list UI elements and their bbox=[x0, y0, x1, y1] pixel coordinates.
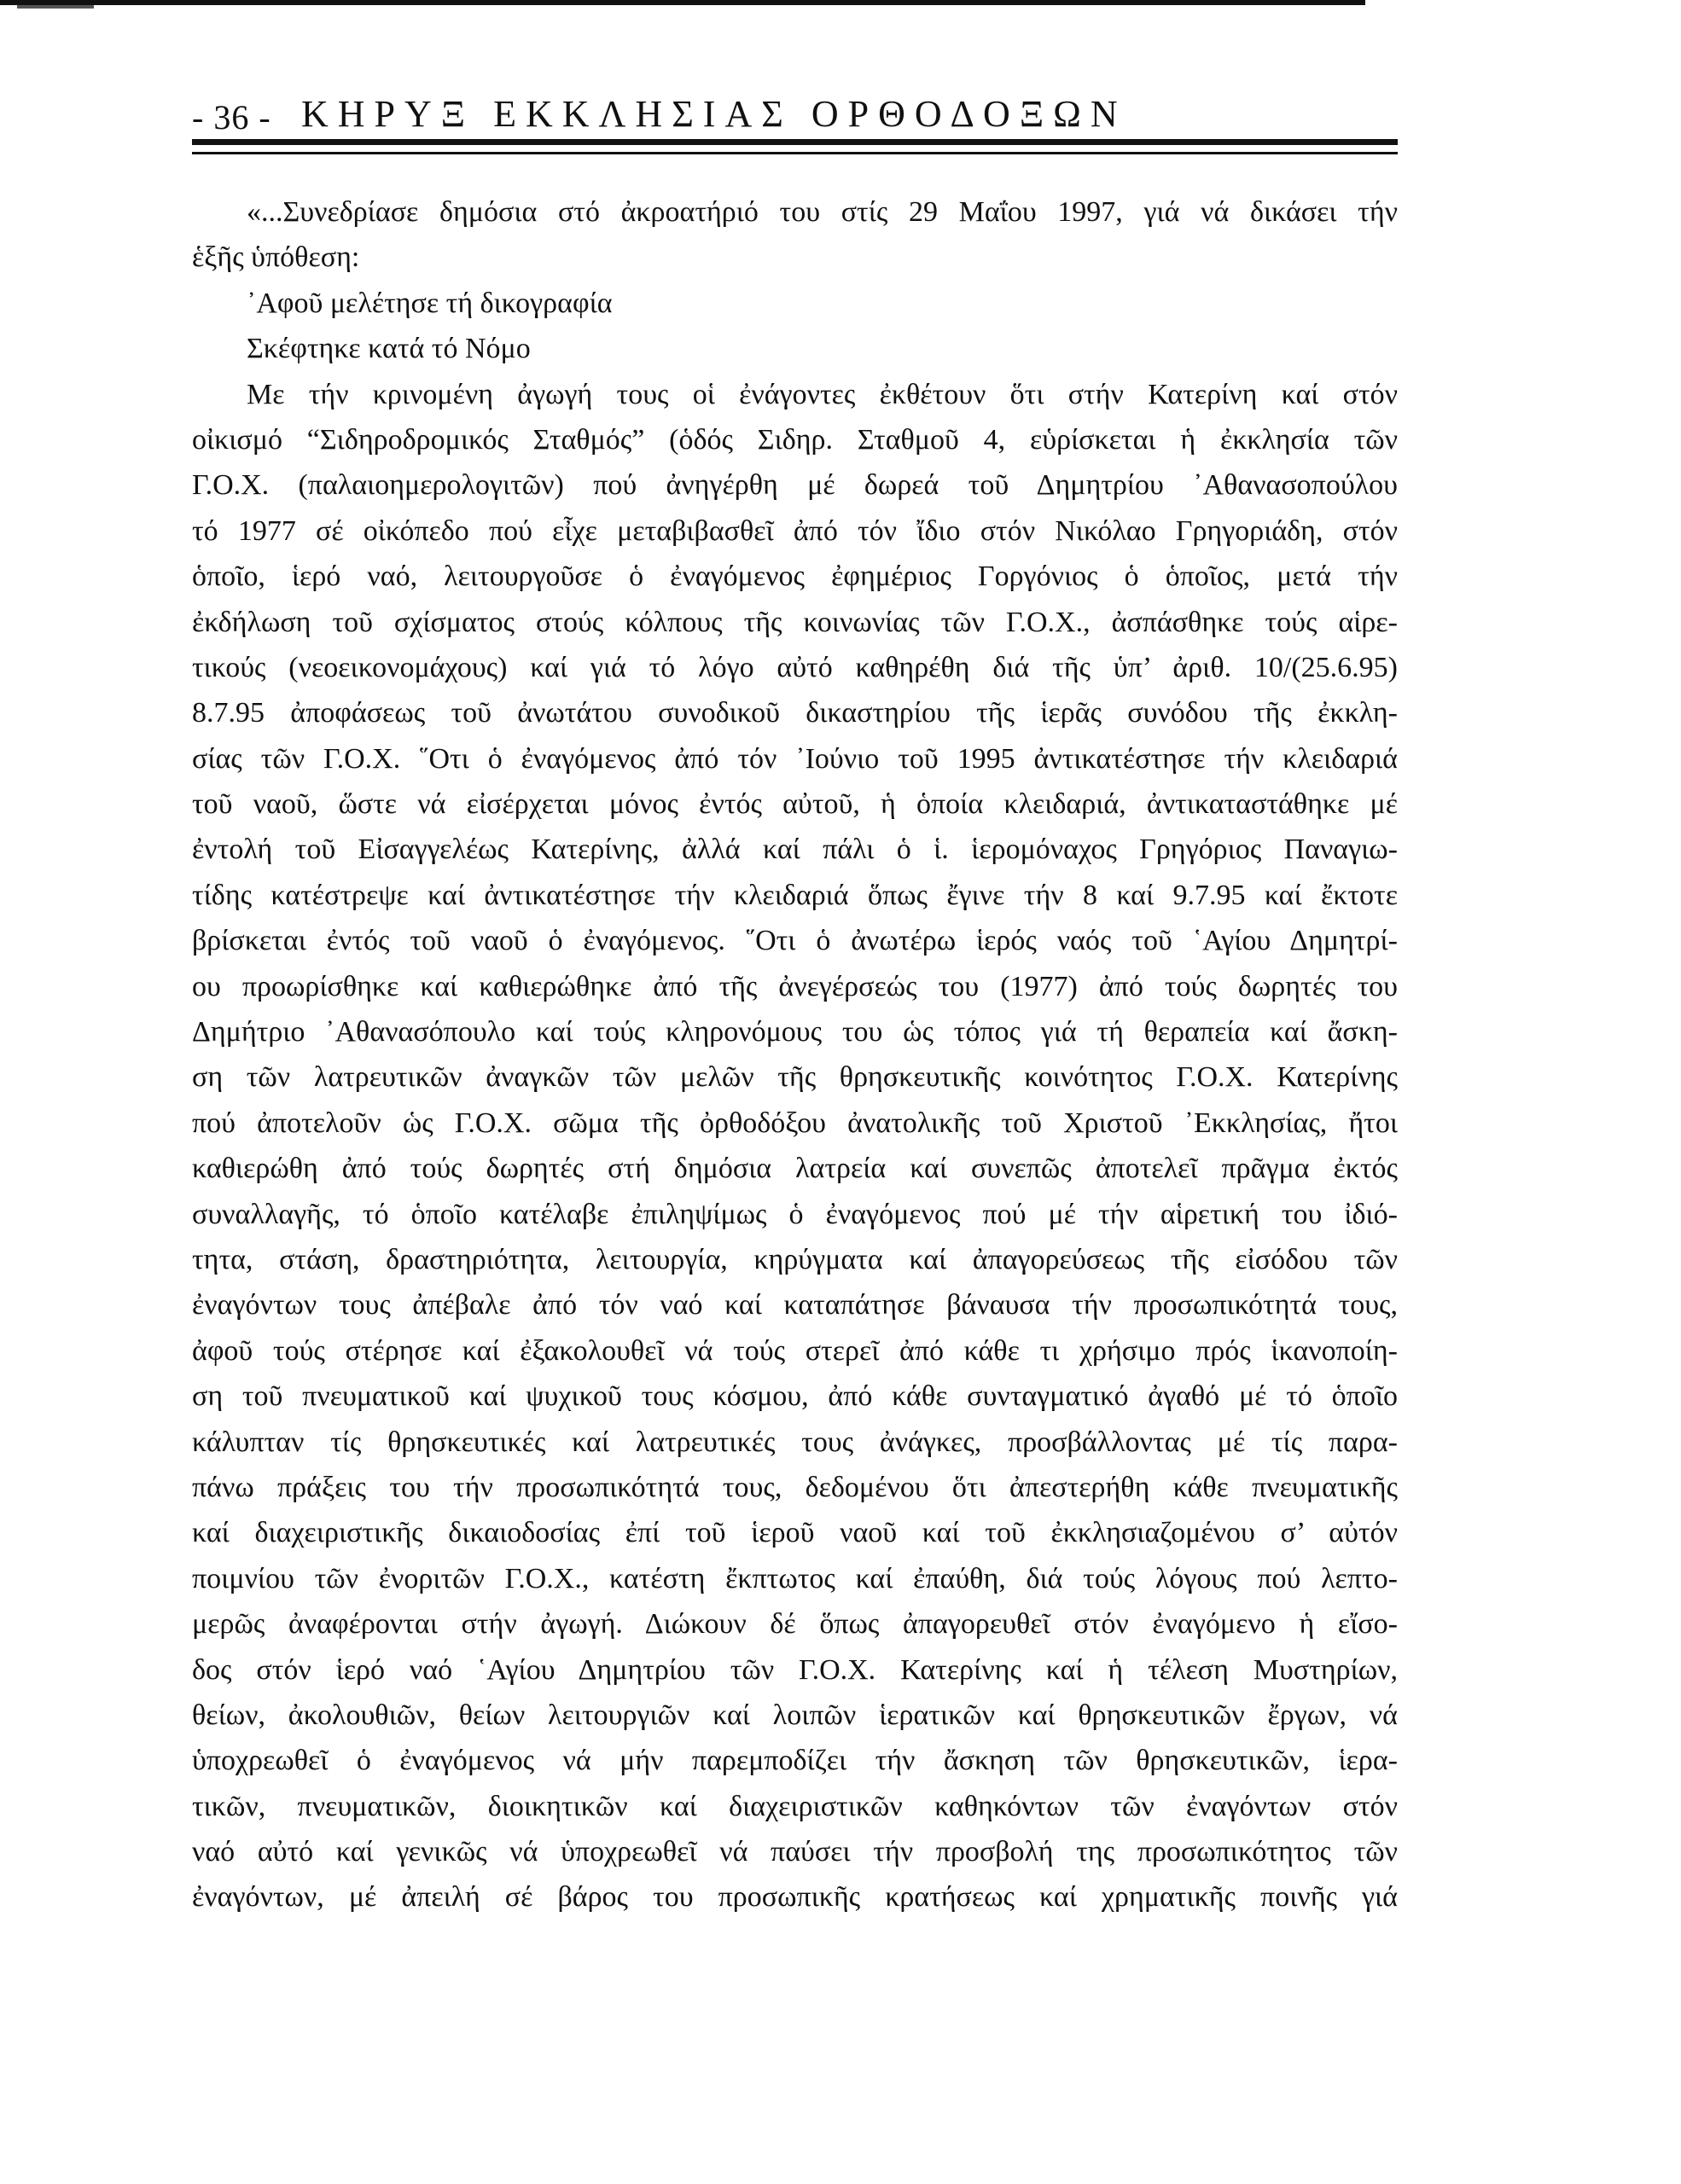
text-line: οἰκισμό “Σιδηροδρομικός Σταθμός” (ὁδός Σιδηρ. Σταθμοῦ 4, εὑρίσκεται ἡ ἐκκλησία τῶν bbox=[192, 423, 1398, 456]
text-line: τό 1977 σέ οἰκόπεδο πού εἶχε μεταβιβασθεῖ ἀπό τόν ἴδιο στόν Νικόλαο Γρηγοριάδη, στόν bbox=[192, 514, 1398, 547]
text-line: πού ἀποτελοῦν ὡς Γ.Ο.Χ. σῶμα τῆς ὀρθοδόξου ἀνατολικῆς τοῦ Χριστοῦ ᾿Εκκλησίας, ἤτοι bbox=[192, 1107, 1398, 1139]
text-line: Με τήν κρινομένη ἀγωγή τους οἱ ἐνάγοντες ἐκθέτουν ὅτι στήν Κατερίνη καί στόν bbox=[247, 378, 1398, 410]
running-title: ΚΗΡΥΞ ΕΚΚΛΗΣΙΑΣ ΟΡΘΟΔΟΞΩΝ bbox=[301, 93, 1127, 135]
text-line: ὁποῖο, ἱερό ναό, λειτουργοῦσε ὁ ἐναγόμενος ἐφημέριος Γοργόνιος ὁ ὁποῖος, μετά τήν bbox=[192, 561, 1398, 593]
text-line: ἀφοῦ τούς στέρησε καί ἐξακολουθεῖ νά τούς στερεῖ ἀπό κάθε τι χρήσιμο πρός ἱκανοποίη- bbox=[192, 1334, 1398, 1367]
text-line: ἐντολή τοῦ Εἰσαγγελέως Κατερίνης, ἀλλά καί πάλι ὁ ἱ. ἱερομόναχος Γρηγόριος Παναγιω- bbox=[192, 834, 1398, 866]
text-line: σίας τῶν Γ.Ο.Χ. ῞Οτι ὁ ἐναγόμενος ἀπό τόν ᾿Ιούνιο τοῦ 1995 ἀντικατέστησε τήν κλειδαριά bbox=[192, 742, 1398, 775]
text-line: ᾿Αφοῦ μελέτησε τή δικογραφία bbox=[247, 287, 613, 319]
header-rule-thin bbox=[192, 152, 1398, 154]
text-line: δος στόν ἱερό ναό ῾Αγίου Δημητρίου τῶν Γ.Ο.Χ. Κατερίνης καί ἡ τέλεση Μυστηρίων, bbox=[192, 1653, 1398, 1686]
text-line: τοῦ ναοῦ, ὥστε νά εἰσέρχεται μόνος ἐντός αὐτοῦ, ἡ ὁποία κλειδαριά, ἀντικαταστάθηκε μέ bbox=[192, 788, 1398, 821]
text-line: ἐναγόντων, μέ ἀπειλή σέ βάρος του προσωπικῆς κρατήσεως καί χρηματικῆς ποινῆς γιά bbox=[192, 1881, 1398, 1914]
text-line: τίδης κατέστρεψε καί ἀντικατέστησε τήν κλειδαριά ὅπως ἔγινε τήν 8 καί 9.7.95 καί ἔκτοτε bbox=[192, 879, 1398, 911]
page-number: - 36 - bbox=[192, 98, 271, 136]
header-rule-thick bbox=[192, 139, 1398, 145]
text-line: καθιερώθη ἀπό τούς δωρητές στή δημόσια λατρεία καί συνεπῶς ἀποτελεῖ πρᾶγμα ἐκτός bbox=[192, 1153, 1398, 1185]
text-line: ου προωρίσθηκε καί καθιερώθηκε ἀπό τῆς ἀνεγέρσεώς του (1977) ἀπό τούς δωρητές του bbox=[192, 970, 1398, 1002]
text-line: Σκέφτηκε κατά τό Νόμο bbox=[247, 333, 531, 365]
body-text bbox=[192, 189, 1398, 1920]
text-line: θείων, ἀκολουθιῶν, θείων λειτουργιῶν καί λοιπῶν ἱερατικῶν καί θρησκευτικῶν ἔργων, νά bbox=[192, 1699, 1398, 1731]
text-line: τικούς (νεοεικονομάχους) καί γιά τό λόγο αὐτό καθηρέθη διά τῆς ὑπ’ ἀριθ. 10/(25.6.95) bbox=[192, 651, 1398, 683]
text-line: τητα, στάση, δραστηριότητα, λειτουργία, κηρύγματα καί ἀπαγορεύσεως τῆς εἰσόδου τῶν bbox=[192, 1243, 1398, 1275]
text-line: συναλλαγῆς, τό ὁποῖο κατέλαβε ἐπιληψίμως ὁ ἐναγόμενος πού μέ τήν αἱρετική του ἰδιό- bbox=[192, 1198, 1398, 1230]
text-line: τικῶν, πνευματικῶν, διοικητικῶν καί διαχειριστικῶν καθηκόντων τῶν ἐναγόντων στόν bbox=[192, 1790, 1398, 1822]
text-line: ἐκδήλωση τοῦ σχίσματος στούς κόλπους τῆς κοινωνίας τῶν Γ.Ο.Χ., ἀσπάσθηκε τούς αἱρε- bbox=[192, 606, 1398, 638]
text-line: 8.7.95 ἀποφάσεως τοῦ ἀνωτάτου συνοδικοῦ δικαστηρίου τῆς ἱερᾶς συνόδου τῆς ἐκκλη- bbox=[192, 697, 1398, 729]
text-line: καί διαχειριστικῆς δικαιοδοσίας ἐπί τοῦ ἱεροῦ ναοῦ καί τοῦ ἐκκλησιαζομένου σ’ αὐτόν bbox=[192, 1517, 1398, 1549]
text-line: μερῶς ἀναφέρονται στήν ἀγωγή. Διώκουν δέ ὅπως ἀπαγορευθεῖ στόν ἐναγόμενο ἡ εἴσο- bbox=[192, 1608, 1398, 1641]
text-line: ποιμνίου τῶν ἐνοριτῶν Γ.Ο.Χ., κατέστη ἔκπτωτος καί ἐπαύθη, διά τούς λόγους πού λεπτο- bbox=[192, 1562, 1398, 1594]
text-line: ση τοῦ πνευματικοῦ καί ψυχικοῦ τους κόσμου, ἀπό κάθε συνταγματικό ἀγαθό μέ τό ὁποῖο bbox=[192, 1380, 1398, 1413]
scan-edge-artifact bbox=[17, 5, 94, 9]
text-line: ἑξῆς ὑπόθεση: bbox=[192, 241, 360, 274]
text-line: Γ.Ο.Χ. (παλαιοημερολογιτῶν) πού ἀνηγέρθη μέ δωρεά τοῦ Δημητρίου ᾿Αθανασοπούλου bbox=[192, 469, 1398, 502]
text-line: ναό αὐτό καί γενικῶς νά ὑποχρεωθεῖ νά παύσει τήν προσβολή της προσωπικότητος τῶν bbox=[192, 1836, 1398, 1868]
text-line: «...Συνεδρίασε δημόσια στό ἀκροατήριό του στίς 29 Μαΐου 1997, γιά νά δικάσει τήν bbox=[247, 196, 1398, 228]
text-line: ἐναγόντων τους ἀπέβαλε ἀπό τόν ναό καί καταπάτησε βάναυσα τήν προσωπικότητά τους, bbox=[192, 1289, 1398, 1321]
page-header bbox=[192, 92, 1387, 143]
text-line: βρίσκεται ἐντός τοῦ ναοῦ ὁ ἐναγόμενος. ῞Οτι ὁ ἀνωτέρω ἱερός ναός τοῦ ῾Αγίου Δημητρί- bbox=[192, 925, 1398, 957]
text-line: ὑποχρεωθεῖ ὁ ἐναγόμενος νά μήν παρεμποδίζει τήν ἄσκηση τῶν θρησκευτικῶν, ἱερα- bbox=[192, 1745, 1398, 1777]
scan-edge-artifact bbox=[0, 0, 1365, 5]
text-line: Δημήτριο ᾿Αθανασόπουλο καί τούς κληρονόμους του ὡς τόπος γιά τή θεραπεία καί ἄσκη- bbox=[192, 1016, 1398, 1048]
text-line: ση τῶν λατρευτικῶν ἀναγκῶν τῶν μελῶν τῆς θρησκευτικῆς κοινότητος Γ.Ο.Χ. Κατερίνης bbox=[192, 1061, 1398, 1094]
text-line: κάλυπταν τίς θρησκευτικές καί λατρευτικές τους ἀνάγκες, προσβάλλοντας μέ τίς παρα- bbox=[192, 1426, 1398, 1458]
text-line: πάνω πράξεις του τήν προσωπικότητά τους, δεδομένου ὅτι ἀπεστερήθη κάθε πνευματικῆς bbox=[192, 1471, 1398, 1503]
